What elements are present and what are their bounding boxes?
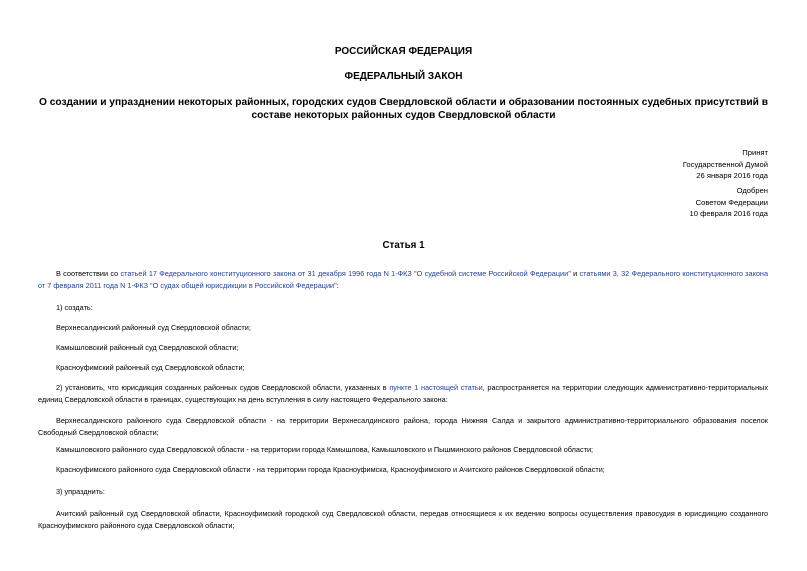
adopted-line-2: Государственной Думой (682, 159, 768, 169)
link-point-1[interactable]: пункте 1 настоящей статьи (389, 383, 483, 392)
paragraph-jurisdiction (38, 382, 768, 406)
law-link-1996[interactable]: статьей 17 Федерального конституционного закона от 31 декабря 1996 года N 1-ФКЗ "О судебной системе Российской Федерации" (120, 269, 571, 278)
adopted-line-1: Принят (742, 148, 768, 157)
law-link-2011[interactable]: статьями 3, 32 Федерального конституционного закона от 7 февраля 2011 года N 1-ФКЗ "О судах общей юрисдикции в Российской Федерации" (38, 269, 768, 290)
paragraph-intro (38, 268, 768, 292)
adopted-date: 26 января 2016 года (696, 171, 768, 181)
adopted-block (683, 147, 768, 182)
approved-block (690, 185, 768, 220)
doc-type-heading: ФЕДЕРАЛЬНЫЙ ЗАКОН (344, 71, 463, 82)
approved-line-1: Одобрен (736, 186, 768, 195)
paragraph-court-2: Камышловский районный суд Свердловской области; (56, 343, 239, 352)
paragraph-text: В соответствии со (56, 269, 121, 278)
article-heading: Статья 1 (382, 240, 425, 251)
paragraph-kamyshlovsky: Камышловского районного суда Свердловской области - на территории города Камышлова, Камышловского и Пышминского районов Свердловской области; (56, 445, 594, 454)
paragraph-krasnoufimsky: Красноуфимского районного суда Свердловской области - на территории города Красноуфимска, Красноуфимского и Ачитского районов Свердловской области; (56, 465, 605, 474)
paragraph-text: , распространяется на территории следующих административно-территориальных единиц Свердловской области в границах, существующих на день вступления в силу настоящего Федерального закона: (38, 383, 768, 404)
paragraph-create: 1) создать: (56, 303, 93, 312)
country-heading: РОССИЙСКАЯ ФЕДЕРАЦИЯ (334, 46, 473, 57)
approved-line-2: Советом Федерации (695, 197, 768, 207)
approved-date: 10 февраля 2016 года (689, 209, 768, 219)
paragraph-text: : (336, 280, 339, 290)
document-title: О создании и упразднении некоторых районных, городских судов Свердловской области и образовании постоянных судебных присутствий в составе некоторых районных судов Свердловской области (38, 97, 769, 121)
paragraph-court-1: Верхнесалдинский районный суд Свердловской области; (56, 323, 251, 332)
paragraph-achitsky: Ачитский районный суд Свердловской области, Красноуфимский городской суд Свердловской области, передав относящиеся к их ведению вопросы осуществления правосудия в юрисдикцию созданного Красноуфимского районного суда Свердловской области; (38, 509, 768, 530)
paragraph-verkhnesaldinsky: Верхнесалдинского районного суда Свердловской области - на территории Верхнесалдинского района, города Нижняя Салда и закрытого административно-территориального образования поселок Свободный Свердловской области; (38, 416, 768, 437)
paragraph-text: 2) установить, что юрисдикция созданных районных судов Свердловской области, указанных в (56, 383, 390, 392)
paragraph-text: и (570, 269, 580, 278)
paragraph-abolish: 3) упразднить: (56, 487, 105, 496)
paragraph-court-3: Красноуфимский районный суд Свердловской области; (56, 363, 245, 372)
